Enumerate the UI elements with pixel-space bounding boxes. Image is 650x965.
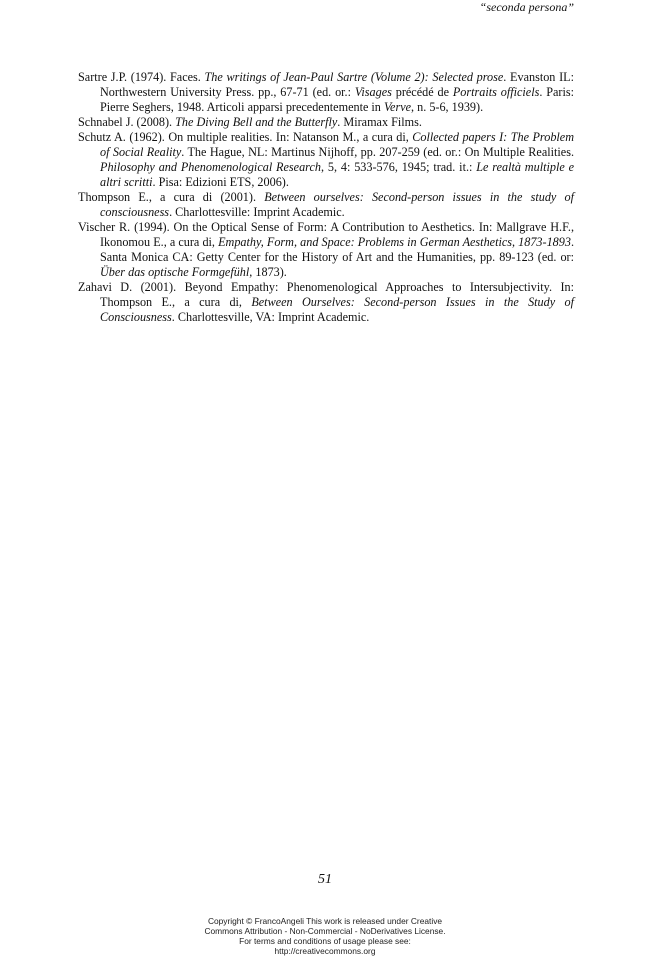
reference-text: Vischer R. (1994). On the Optical Sense of Form: A Contribution to Aesthetics. In: Mallgrave H.F., Ikonomou E., a cura di, — [78, 220, 574, 249]
reference-entry — [78, 115, 574, 130]
running-head: “seconda persona” — [479, 0, 574, 14]
reference-text: . Miramax Films. — [337, 115, 422, 129]
reference-text: précédé de — [391, 85, 453, 99]
reference-title: Verve — [383, 100, 412, 114]
reference-text: Schnabel J. (2008). — [78, 115, 176, 129]
reference-title: The writings of Jean-Paul Sartre (Volume 2): Selected prose — [204, 70, 504, 84]
license-line: Copyright © FrancoAngeli This work is released under Creative — [207, 916, 443, 926]
reference-title: Philosophy and Phenomenological Research — [100, 160, 321, 174]
reference-text: . Paris: Pierre Seghers, 1948. Articoli apparsi precedentemente in — [100, 85, 574, 114]
reference-title: Le realtà multiple e altri scritti — [100, 160, 575, 189]
reference-title: Collected papers I: The Problem of Social Reality — [100, 130, 575, 159]
references-list — [78, 70, 574, 325]
license-notice — [0, 916, 650, 956]
reference-text: , 5, 4: 533-576, 1945; trad. it.: — [320, 160, 477, 174]
reference-title: The Diving Bell and the Butterfly — [175, 115, 338, 129]
reference-text: Zahavi D. (2001). Beyond Empathy: Phenomenological Approaches to Intersubjectivity. In: Thompson E., a cura di, — [78, 280, 574, 309]
reference-entry — [78, 280, 574, 325]
reference-entry — [78, 190, 574, 220]
reference-text: , n. 5-6, 1939). — [411, 100, 484, 114]
reference-entry — [78, 220, 574, 280]
license-link[interactable]: http://creativecommons.org — [274, 946, 376, 956]
reference-text: . The Hague, NL: Martinus Nijhoff, pp. 207-259 (ed. or.: On Multiple Realities. — [181, 145, 574, 159]
page-number: 51 — [318, 872, 332, 887]
reference-title: Between ourselves: Second-person issues in the study of consciousness — [100, 190, 574, 219]
license-line: For terms and conditions of usage please see: — [239, 936, 411, 946]
reference-title: Portraits officiels — [452, 85, 540, 99]
reference-text: . Charlottesville, VA: Imprint Academic. — [171, 310, 370, 324]
license-line: Commons Attribution - Non-Commercial - NoDerivatives License. — [204, 926, 446, 936]
reference-text: Schutz A. (1962). On multiple realities. In: Natanson M., a cura di, — [78, 130, 413, 144]
reference-text: Thompson E., a cura di (2001). — [78, 190, 265, 204]
reference-title: Visages — [354, 85, 392, 99]
reference-title: Empathy, Form, and Space: Problems in German Aesthetics, 1873-1893 — [218, 235, 571, 249]
reference-title: Between Ourselves: Second-person Issues in the Study of Consciousness — [100, 295, 574, 324]
reference-title: Über das optische Formgefühl — [100, 265, 250, 279]
reference-text: . Charlottesville: Imprint Academic. — [169, 205, 345, 219]
reference-entry — [78, 130, 574, 190]
reference-text: . Evanston IL: Northwestern University Press. pp., 67-71 (ed. or.: — [100, 70, 574, 99]
reference-text: Sartre J.P. (1974). Faces. — [78, 70, 205, 84]
reference-entry — [78, 70, 574, 115]
reference-text: . Santa Monica CA: Getty Center for the History of Art and the Humanities, pp. 89-123 (ed. or: — [100, 235, 575, 264]
reference-text: , 1873). — [249, 265, 287, 279]
reference-text: . Pisa: Edizioni ETS, 2006). — [152, 175, 289, 189]
